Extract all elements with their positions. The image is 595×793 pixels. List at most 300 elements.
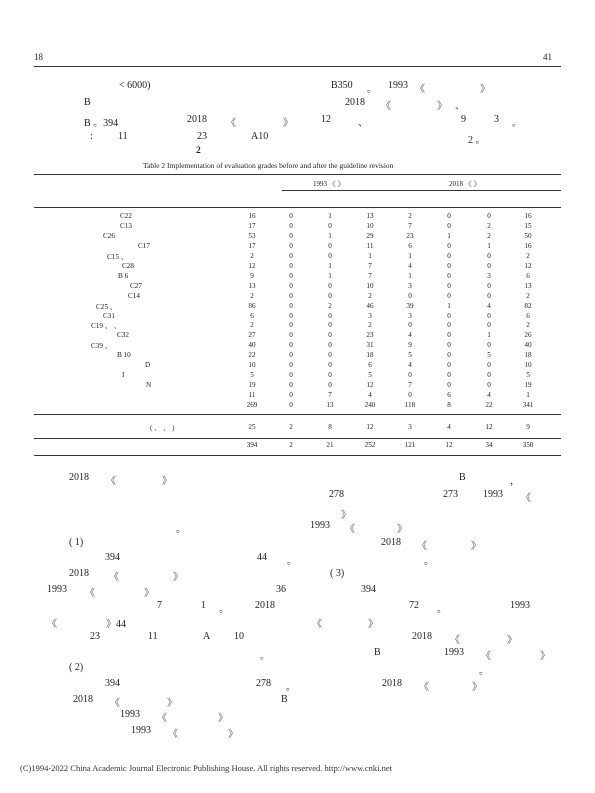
body-text-fragment: 7: [157, 600, 162, 611]
row-label: C32: [117, 331, 129, 340]
body-text-fragment: 《: [106, 476, 116, 487]
intro-text-fragment: :: [90, 131, 93, 142]
body-text-fragment: 23: [90, 631, 100, 642]
body-text-fragment: 278: [329, 489, 344, 500]
table-cell: 2: [250, 291, 254, 300]
body-text-fragment: 《: [47, 619, 57, 630]
body-text-fragment: 》: [341, 510, 351, 521]
table-cell: 3: [408, 423, 412, 431]
body-text-fragment: 《: [168, 729, 178, 740]
intro-text-fragment: 1993: [388, 80, 408, 91]
table-cell: 0: [447, 251, 451, 260]
table-cell: 23: [366, 331, 374, 340]
row-label: C13: [120, 221, 132, 230]
column-group-2018: 2018 《 》: [449, 180, 481, 188]
table-cell: 121: [404, 441, 416, 449]
body-text-fragment: B: [459, 472, 466, 483]
body-text-fragment: 《: [85, 588, 95, 599]
table-cell: 2: [526, 291, 530, 300]
body-text-fragment: 1993: [510, 600, 530, 611]
body-text-fragment: 1993: [120, 709, 140, 720]
row-label: C39 、: [91, 342, 112, 351]
body-text-fragment: 2018: [412, 631, 432, 642]
intro-text-fragment: 2018: [187, 114, 207, 125]
body-text-fragment: 》: [144, 588, 154, 599]
table-cell: 8: [328, 423, 332, 431]
table-cell: 1: [447, 231, 451, 240]
intro-text-fragment: 9: [461, 114, 466, 125]
table-cell: 0: [328, 321, 332, 330]
intro-text-fragment: < 6000): [119, 80, 151, 91]
table-cell: 10: [524, 361, 532, 370]
table-cell: 50: [524, 231, 532, 240]
table-cell: 2: [368, 321, 372, 330]
body-text-fragment: 》: [368, 619, 378, 630]
table-cell: 0: [289, 381, 293, 390]
row-label: C14: [128, 291, 140, 300]
intro-text-fragment: 3: [494, 114, 499, 125]
body-text-fragment: 。: [479, 666, 489, 677]
table-cell: 19: [248, 381, 256, 390]
intro-text-fragment: 12: [321, 114, 331, 125]
table-cell: 0: [289, 221, 293, 230]
table-header-rule: [34, 207, 561, 208]
table-cell: 0: [487, 371, 491, 380]
copyright-footer: (C)1994-2022 China Academic Journal Electronic Publishing House. All rights reserved. http://www.cnki.net: [20, 763, 392, 773]
table-cell: 19: [524, 381, 532, 390]
table-cell: 0: [447, 331, 451, 340]
intro-text-fragment: 》: [480, 84, 490, 95]
table-cell: 18: [366, 351, 374, 360]
body-text-fragment: 2018: [69, 568, 89, 579]
table-cell: 0: [447, 371, 451, 380]
body-text-fragment: 》44: [106, 619, 126, 630]
body-text-fragment: 》: [167, 698, 177, 709]
table-cell: 0: [289, 261, 293, 270]
table-cell: 1: [328, 231, 332, 240]
table-cell: 0: [447, 281, 451, 290]
body-text-fragment: 394: [361, 584, 376, 595]
table-cell: 0: [447, 361, 451, 370]
table-cell: 0: [328, 311, 332, 320]
table-cell: 1: [408, 251, 412, 260]
column-group-1993: 1993 《 》: [313, 180, 345, 188]
table-cell: 18: [524, 351, 532, 360]
body-text-fragment: 44: [257, 552, 267, 563]
body-text-fragment: B: [374, 647, 381, 658]
table-cell: 350: [522, 441, 534, 449]
row-label: ( 、 、 ): [150, 424, 175, 432]
table-cell: 82: [524, 301, 532, 310]
table-cell: 0: [487, 311, 491, 320]
row-label: C22: [120, 212, 132, 220]
table-cell: 31: [366, 341, 374, 350]
intro-text-fragment: 《: [226, 118, 236, 129]
table-cell: 0: [328, 381, 332, 390]
table-cell: 4: [408, 331, 412, 340]
body-text-fragment: 2018: [381, 537, 401, 548]
body-text-fragment: ( 3): [330, 568, 345, 579]
table-cell: 0: [408, 291, 412, 300]
table-cell: 5: [487, 351, 491, 360]
body-text-fragment: 2018: [382, 678, 402, 689]
body-text-fragment: 2018: [73, 694, 93, 705]
body-text-fragment: 《: [157, 713, 167, 724]
table-cell: 86: [248, 301, 256, 310]
body-text-fragment: 》: [218, 713, 228, 724]
body-text-fragment: 36: [276, 584, 286, 595]
body-text-fragment: 。: [287, 556, 297, 567]
table-cell: 5: [368, 371, 372, 380]
table-cell: 0: [487, 341, 491, 350]
table-cell: 6: [447, 391, 451, 400]
table-cell: 0: [289, 301, 293, 310]
table-cell: 0: [328, 361, 332, 370]
table-cell: 0: [487, 361, 491, 370]
body-text-fragment: 1993: [131, 725, 151, 736]
body-text-fragment: 《: [419, 682, 429, 693]
body-text-fragment: 。: [437, 604, 447, 615]
body-text-fragment: 》: [162, 476, 172, 487]
table-cell: 3: [408, 311, 412, 320]
table-cell: 11: [248, 391, 256, 400]
table-cell: 2: [526, 251, 530, 260]
table-cell: 0: [447, 381, 451, 390]
table-cell: 0: [447, 341, 451, 350]
table-cell: 7: [368, 271, 372, 280]
table-cell: 0: [487, 381, 491, 390]
intro-text-fragment: A10: [251, 131, 269, 142]
table-cell: 0: [447, 311, 451, 320]
table-cell: 6: [526, 271, 530, 280]
table-cell: 0: [289, 391, 293, 400]
table-cell: 46: [366, 301, 374, 310]
table-subtotal-rule: [34, 414, 561, 415]
table-cell: 29: [366, 231, 374, 240]
table-cell: 240: [364, 401, 376, 410]
table-cell: 341: [522, 401, 534, 410]
table-cell: 0: [328, 371, 332, 380]
table-cell: 0: [328, 241, 332, 250]
row-label: D: [145, 361, 151, 370]
table-cell: 0: [328, 291, 332, 300]
body-text-fragment: 》: [507, 635, 517, 646]
body-text-fragment: 《: [109, 572, 119, 583]
table-cell: 0: [289, 241, 293, 250]
table-cell: 16: [248, 212, 256, 220]
header-rule: [34, 66, 561, 67]
table-group-rule: [282, 190, 561, 191]
table-cell: 34: [485, 441, 493, 449]
table-cell: 0: [487, 261, 491, 270]
body-text-fragment: B: [281, 694, 288, 705]
body-text-fragment: 《: [345, 524, 355, 535]
table-cell: 4: [368, 391, 372, 400]
intro-text-fragment: 。: [512, 118, 522, 129]
table-cell: 1: [328, 212, 332, 220]
table-cell: 1: [487, 331, 491, 340]
body-text-fragment: 《: [450, 635, 460, 646]
table-cell: 25: [248, 423, 256, 431]
table-cell: 21: [326, 441, 334, 449]
table-cell: 0: [487, 212, 491, 220]
table-cell: 0: [328, 351, 332, 360]
table-cell: 0: [328, 251, 332, 260]
row-label: B 10: [117, 351, 131, 360]
table-cell: 16: [524, 241, 532, 250]
table-cell: 2: [368, 291, 372, 300]
row-label: C28: [122, 261, 134, 270]
table-cell: 6: [368, 361, 372, 370]
table-cell: 0: [447, 241, 451, 250]
intro-text-fragment: 。: [367, 84, 377, 95]
table-cell: 10: [248, 361, 256, 370]
intro-text-fragment: 2 。: [468, 135, 486, 146]
table-cell: 5: [408, 351, 412, 360]
table-cell: 0: [447, 291, 451, 300]
table-cell: 0: [289, 231, 293, 240]
row-label: B 6: [118, 271, 129, 280]
table-cell: 0: [328, 341, 332, 350]
body-text-fragment: ，: [510, 476, 520, 487]
table-cell: 13: [326, 401, 334, 410]
body-text-fragment: 。: [260, 651, 270, 662]
table-cell: 4: [487, 301, 491, 310]
table-cell: 0: [289, 351, 293, 360]
body-text-fragment: 》: [472, 682, 482, 693]
table-cell: 1: [328, 271, 332, 280]
table-cell: 2: [526, 321, 530, 330]
intro-text-fragment: B: [84, 97, 91, 108]
table-cell: 0: [289, 371, 293, 380]
table-cell: 0: [328, 281, 332, 290]
table-cell: 2: [289, 441, 293, 449]
table-row-total: [0, 441, 595, 452]
table-cell: 1: [328, 261, 332, 270]
row-label: C17: [138, 241, 150, 250]
table-cell: 0: [487, 321, 491, 330]
table-cell: 7: [328, 391, 332, 400]
table-cell: 39: [406, 301, 414, 310]
row-label: C25 、: [96, 302, 117, 311]
body-text-fragment: 1993: [310, 520, 330, 531]
body-text-fragment: 72: [409, 600, 419, 611]
table-cell: 4: [447, 423, 451, 431]
body-text-fragment: 2018: [69, 472, 89, 483]
table-cell: 16: [524, 212, 532, 220]
row-label: C27: [130, 281, 142, 290]
table-cell: 0: [289, 401, 293, 410]
table-cell: 5: [526, 371, 530, 380]
body-text-fragment: 273: [443, 489, 458, 500]
intro-text-fragment: B350: [331, 80, 353, 91]
body-text-fragment: 。: [286, 682, 296, 693]
body-text-fragment: 2018: [255, 600, 275, 611]
table-cell: 4: [487, 391, 491, 400]
table-cell: 0: [328, 221, 332, 230]
body-text-fragment: 。: [424, 556, 434, 567]
table-cell: 3: [408, 281, 412, 290]
table-cell: 0: [447, 221, 451, 230]
table-cell: 0: [447, 351, 451, 360]
table-cell: 394: [246, 441, 258, 449]
table-cell: 0: [289, 271, 293, 280]
row-label: C31: [103, 311, 115, 320]
table-cell: 4: [408, 261, 412, 270]
table-cell: 5: [250, 371, 254, 380]
table-cell: 7: [408, 221, 412, 230]
row-label: C19 、 、: [91, 322, 121, 331]
table-cell: 0: [487, 291, 491, 300]
table-cell: 26: [524, 331, 532, 340]
table-cell: 10: [366, 221, 374, 230]
intro-text-fragment: 《: [381, 101, 391, 112]
table-cell: 1: [447, 301, 451, 310]
table-cell: 118: [404, 401, 416, 410]
body-text-fragment: 394: [105, 678, 120, 689]
table-cell: 17: [248, 221, 256, 230]
body-text-fragment: A: [203, 631, 211, 642]
table-cell: 6: [408, 241, 412, 250]
body-text-fragment: 394: [105, 552, 120, 563]
table-cell: 12: [485, 423, 493, 431]
table-cell: 22: [485, 401, 493, 410]
table-cell: 12: [366, 381, 374, 390]
body-text-fragment: 》: [173, 572, 183, 583]
table-caption: Table 2 Implementation of evaluation grades before and after the guideline revision: [143, 161, 394, 170]
body-text-fragment: 1993: [47, 584, 67, 595]
table-top-rule: [34, 174, 561, 175]
table-cell: 9: [250, 271, 254, 280]
page-number-right: 41: [543, 52, 552, 62]
body-text-fragment: 》: [471, 541, 481, 552]
table-cell: 2: [250, 321, 254, 330]
table-cell: 0: [408, 321, 412, 330]
body-text-fragment: ( 2): [69, 662, 84, 673]
table-cell: 0: [289, 361, 293, 370]
intro-text-fragment: 11: [118, 131, 128, 142]
table-cell: 2: [289, 423, 293, 431]
table-cell: 13: [524, 281, 532, 290]
table-cell: 0: [289, 321, 293, 330]
table-cell: 0: [289, 331, 293, 340]
table-cell: 0: [289, 281, 293, 290]
table-cell: 8: [447, 401, 451, 410]
intro-text-fragment: 、: [358, 118, 368, 129]
table-cell: 3: [487, 271, 491, 280]
table-cell: 11: [366, 241, 374, 250]
intro-text-fragment: B 。394: [84, 118, 119, 129]
table-cell: 12: [524, 261, 532, 270]
table-cell: 13: [248, 281, 256, 290]
table-cell: 27: [248, 331, 256, 340]
intro-text-fragment: 23: [197, 131, 207, 142]
page-number-left: 18: [34, 52, 43, 62]
body-text-fragment: 《: [110, 698, 120, 709]
body-text-fragment: 》: [397, 524, 407, 535]
body-text-fragment: 《: [312, 619, 322, 630]
table-cell: 2: [408, 212, 412, 220]
table-cell: 2: [487, 221, 491, 230]
table-cell: 12: [248, 261, 256, 270]
body-text-fragment: 1: [201, 600, 206, 611]
row-label: N: [146, 381, 152, 390]
table-cell: 15: [524, 221, 532, 230]
table-cell: 9: [408, 341, 412, 350]
table-cell: 0: [447, 271, 451, 280]
table-cell: 0: [328, 331, 332, 340]
row-label: C26: [103, 231, 115, 240]
intro-text-fragment: 《: [415, 84, 425, 95]
table-cell: 1: [526, 391, 530, 400]
body-text-fragment: 1993: [444, 647, 464, 658]
table-cell: 7: [368, 261, 372, 270]
table-cell: 9: [526, 423, 530, 431]
table-cell: 0: [289, 212, 293, 220]
table-cell: 17: [248, 241, 256, 250]
table-cell: 0: [289, 311, 293, 320]
body-text-fragment: 278: [256, 678, 271, 689]
intro-text-fragment: 》: [437, 101, 447, 112]
table-cell: 10: [366, 281, 374, 290]
body-text-fragment: 》: [228, 729, 238, 740]
body-text-fragment: 》: [540, 651, 550, 662]
table-row: [0, 401, 595, 412]
table-bottom-rule: [34, 455, 561, 456]
table-cell: 12: [445, 441, 453, 449]
table-cell: 1: [487, 241, 491, 250]
table-cell: 0: [289, 251, 293, 260]
body-text-fragment: 1993: [483, 489, 503, 500]
table-cell: 0: [289, 341, 293, 350]
table-cell: 0: [447, 321, 451, 330]
table-cell: 1: [408, 271, 412, 280]
table-cell: 0: [408, 391, 412, 400]
table-cell: 0: [289, 291, 293, 300]
body-text-fragment: 。: [219, 604, 229, 615]
table-cell: 2: [328, 301, 332, 310]
table-cell: 23: [406, 231, 414, 240]
table-cell: 269: [246, 401, 258, 410]
table-cell: 2: [250, 251, 254, 260]
row-label: C15 、: [107, 252, 128, 261]
table-cell: 6: [250, 311, 254, 320]
table-cell: 6: [526, 311, 530, 320]
table-cell: 252: [364, 441, 376, 449]
table-cell: 13: [366, 212, 374, 220]
table-cell: 0: [447, 261, 451, 270]
table-cell: 4: [408, 361, 412, 370]
table-cell: 22: [248, 351, 256, 360]
table-cell: 53: [248, 231, 256, 240]
table-cell: 2: [487, 231, 491, 240]
body-text-fragment: 11: [148, 631, 158, 642]
table-cell: 3: [368, 311, 372, 320]
row-label: I: [122, 371, 125, 380]
body-text-fragment: 《: [481, 651, 491, 662]
table-total-rule: [34, 438, 561, 439]
table-cell: 40: [248, 341, 256, 350]
body-text-fragment: 。: [176, 524, 186, 535]
table-row-other: [0, 423, 595, 434]
table-title: 2: [196, 146, 201, 156]
table-cell: 0: [487, 281, 491, 290]
body-text-fragment: 《: [417, 541, 427, 552]
table-cell: 0: [447, 212, 451, 220]
table-cell: 1: [368, 251, 372, 260]
table-cell: 0: [408, 371, 412, 380]
body-text-fragment: 10: [234, 631, 244, 642]
